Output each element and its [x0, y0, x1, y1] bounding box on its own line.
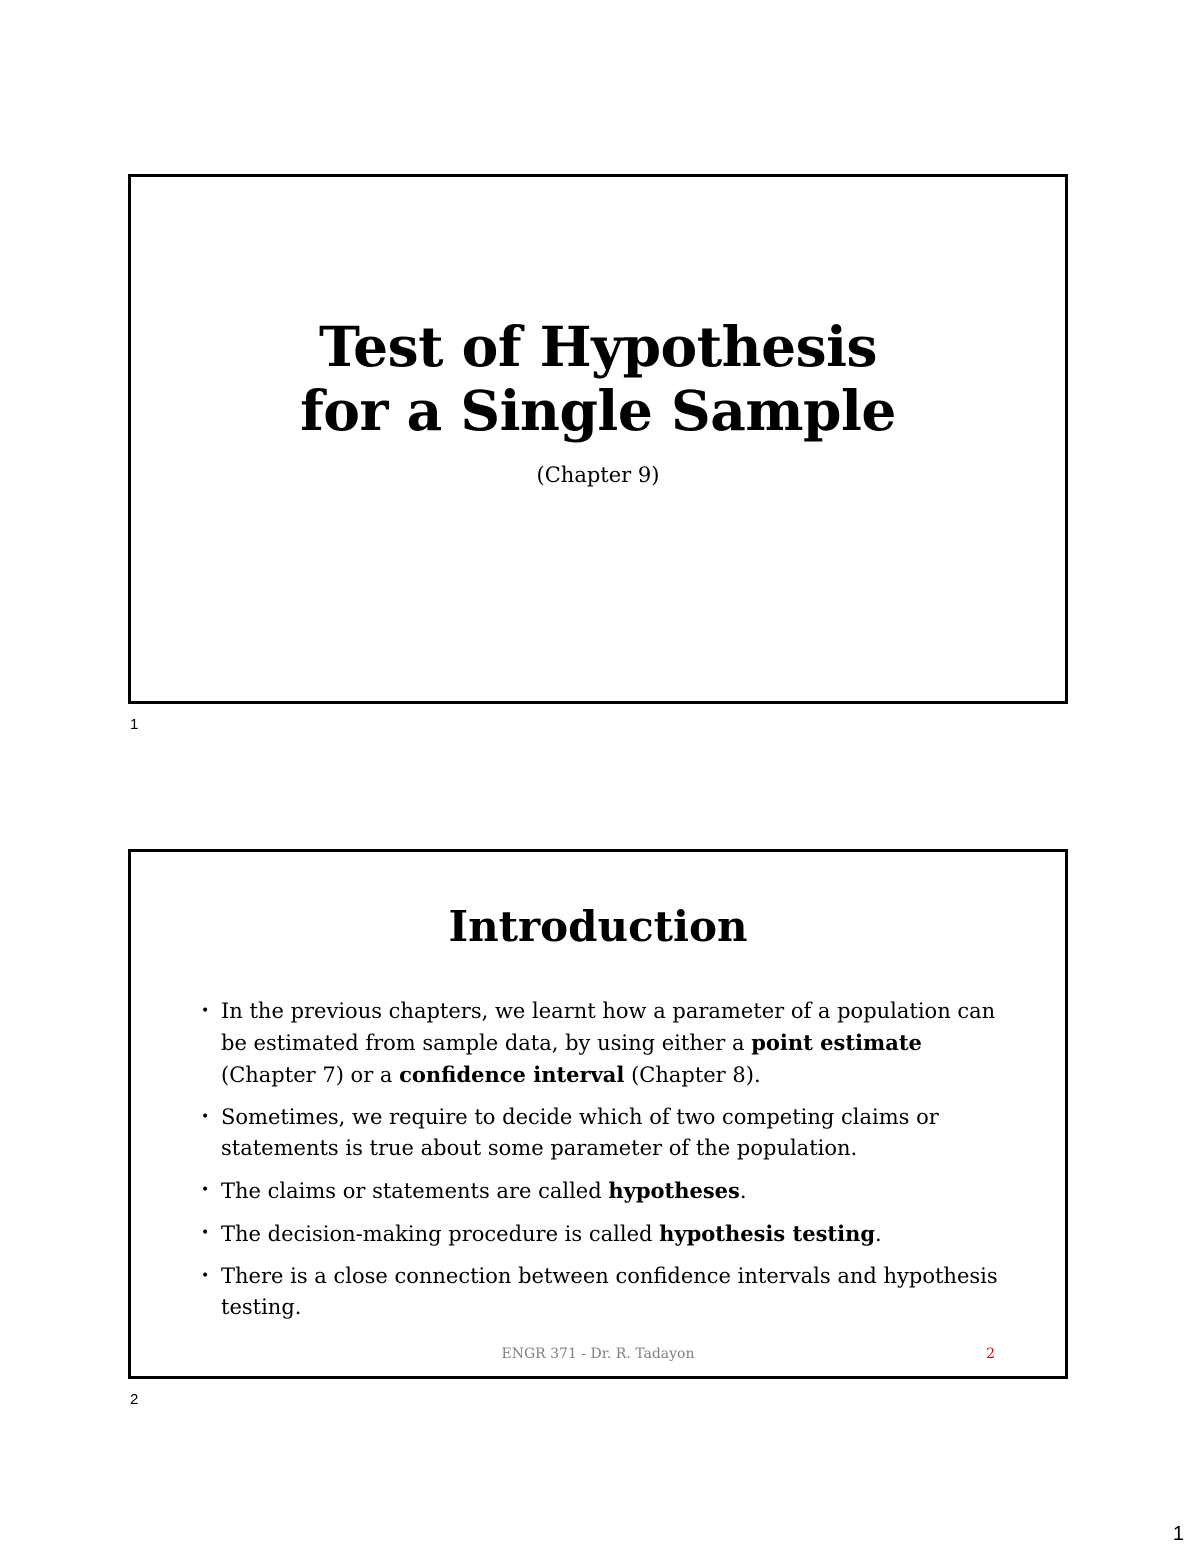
bullet-text: There is a close connection between confidence intervals and hypothesis testing. [221, 1264, 998, 1319]
slide-1 [128, 174, 1068, 704]
bullet-item [201, 1102, 1001, 1164]
page-number: 1 [1172, 1523, 1184, 1545]
bullet-text: (Chapter 7) or a [221, 1063, 400, 1087]
bullet-icon: • [201, 1003, 210, 1019]
main-title [131, 315, 1065, 443]
slide-1-index: 1 [130, 716, 139, 733]
slide-2 [128, 849, 1068, 1379]
bullet-bold-text: confidence interval [399, 1062, 625, 1087]
bullet-icon: • [201, 1268, 210, 1284]
main-title-line-2: for a Single Sample [300, 378, 896, 443]
slide-footer: ENGR 371 - Dr. R. Tadayon [501, 1346, 695, 1362]
bullet-text: . [875, 1222, 882, 1246]
bullet-item [201, 996, 1001, 1091]
bullet-text: . [739, 1179, 747, 1203]
bullet-text: (Chapter 8). [624, 1063, 761, 1087]
slide-number: 2 [986, 1346, 995, 1362]
slide-2-index: 2 [130, 1391, 139, 1408]
bullet-icon: • [201, 1109, 210, 1125]
main-title-line-1: Test of Hypothesis [319, 314, 877, 379]
introduction-title: Introduction [448, 902, 748, 951]
bullet-text: The claims or statements are called [221, 1179, 609, 1203]
bullet-text: In the previous chapters, we learnt how a parameter of a population can be estimated from sample data, by using either a [221, 999, 996, 1055]
bullet-item [201, 1218, 1001, 1250]
chapter-subtitle: (Chapter 9) [536, 463, 660, 487]
bullet-bold-text: hypothesis testing [659, 1221, 876, 1246]
bullet-text: Sometimes, we require to decide which of two competing claims or statements is true about some parameter of the population. [221, 1105, 939, 1160]
bullet-icon: • [201, 1182, 210, 1198]
bullet-icon: • [201, 1225, 210, 1241]
bullet-bold-text: hypotheses [608, 1178, 740, 1203]
bullet-list [201, 996, 1001, 1334]
bullet-item [201, 1261, 1001, 1323]
bullet-text: The decision-making procedure is called [221, 1222, 660, 1246]
title-block [131, 315, 1065, 487]
bullet-item [201, 1175, 1001, 1207]
bullet-bold-text: point estimate [751, 1030, 922, 1055]
